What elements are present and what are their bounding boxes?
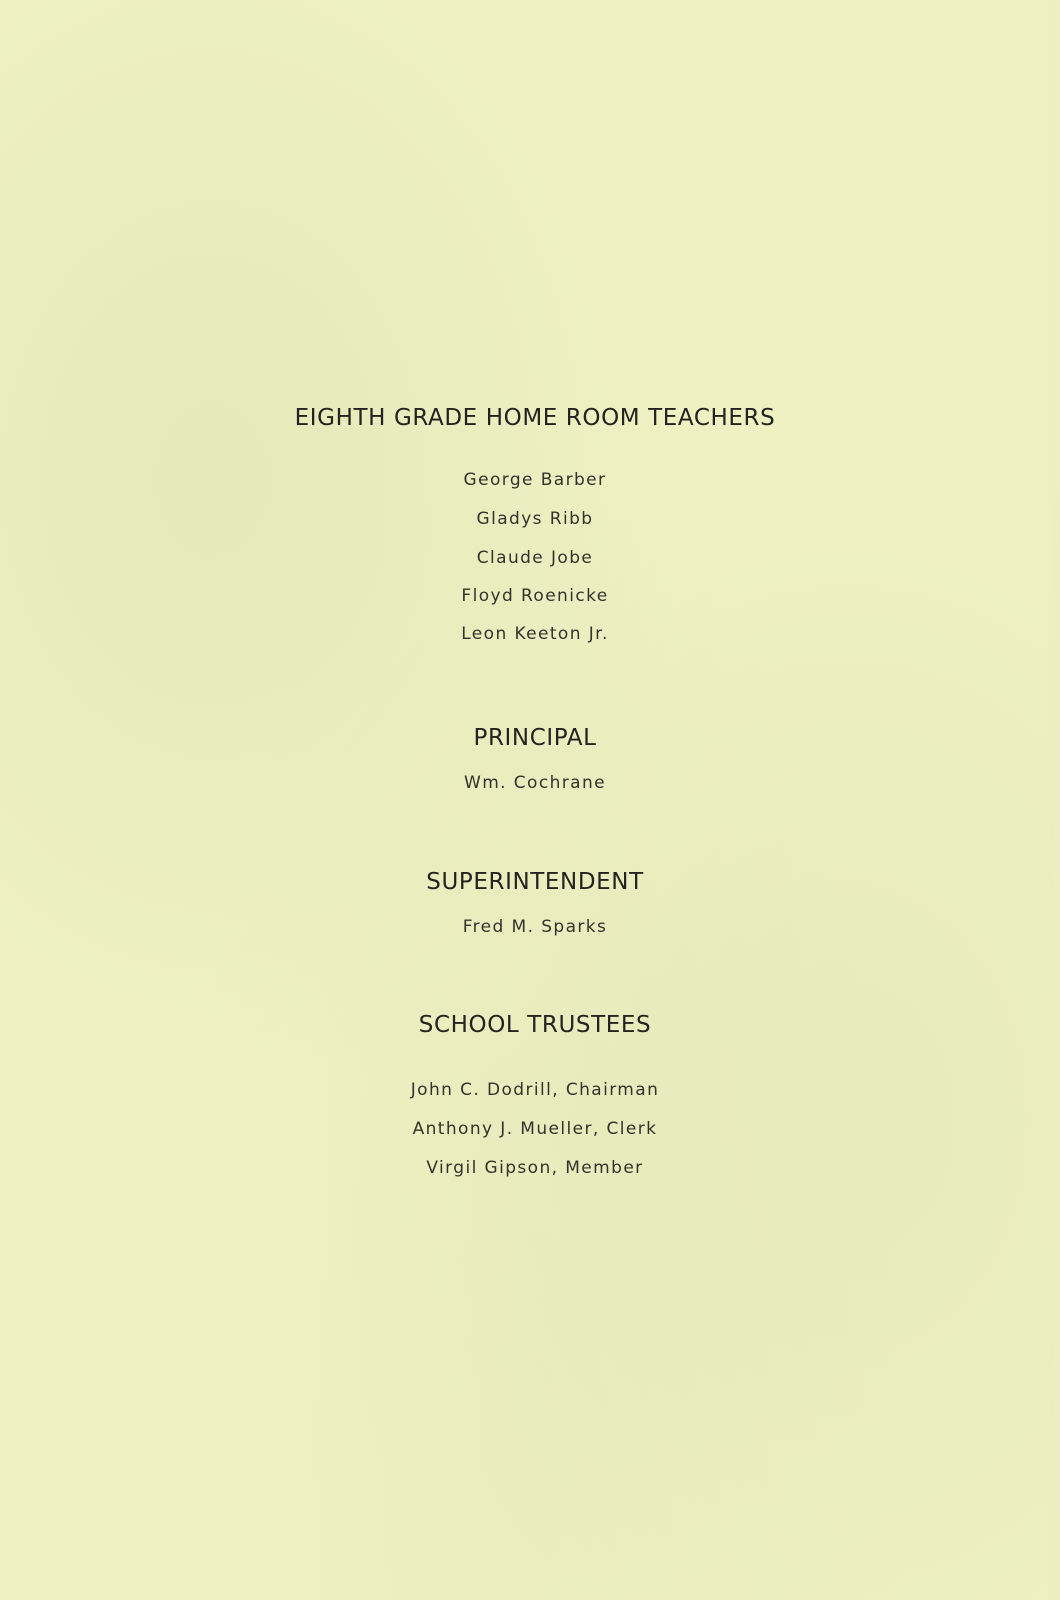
trustee-name: Virgil Gipson, Member [426,1158,644,1178]
superintendent-name: Fred M. Sparks [462,917,608,937]
teacher-name: Claude Jobe [476,548,594,568]
teacher-name: Leon Keeton Jr. [461,624,609,644]
principal-heading: PRINCIPAL [473,725,597,751]
principal-name: Wm. Cochrane [463,773,606,793]
teachers-heading: EIGHTH GRADE HOME ROOM TEACHERS [294,405,776,431]
trustee-name: John C. Dodrill, Chairman [410,1080,660,1100]
teacher-name: Gladys Ribb [476,509,594,529]
trustees-heading: SCHOOL TRUSTEES [418,1012,652,1038]
teacher-name: George Barber [463,470,607,490]
teacher-name: Floyd Roenicke [461,586,609,606]
trustee-name: Anthony J. Mueller, Clerk [412,1119,658,1139]
superintendent-heading: SUPERINTENDENT [426,869,644,895]
